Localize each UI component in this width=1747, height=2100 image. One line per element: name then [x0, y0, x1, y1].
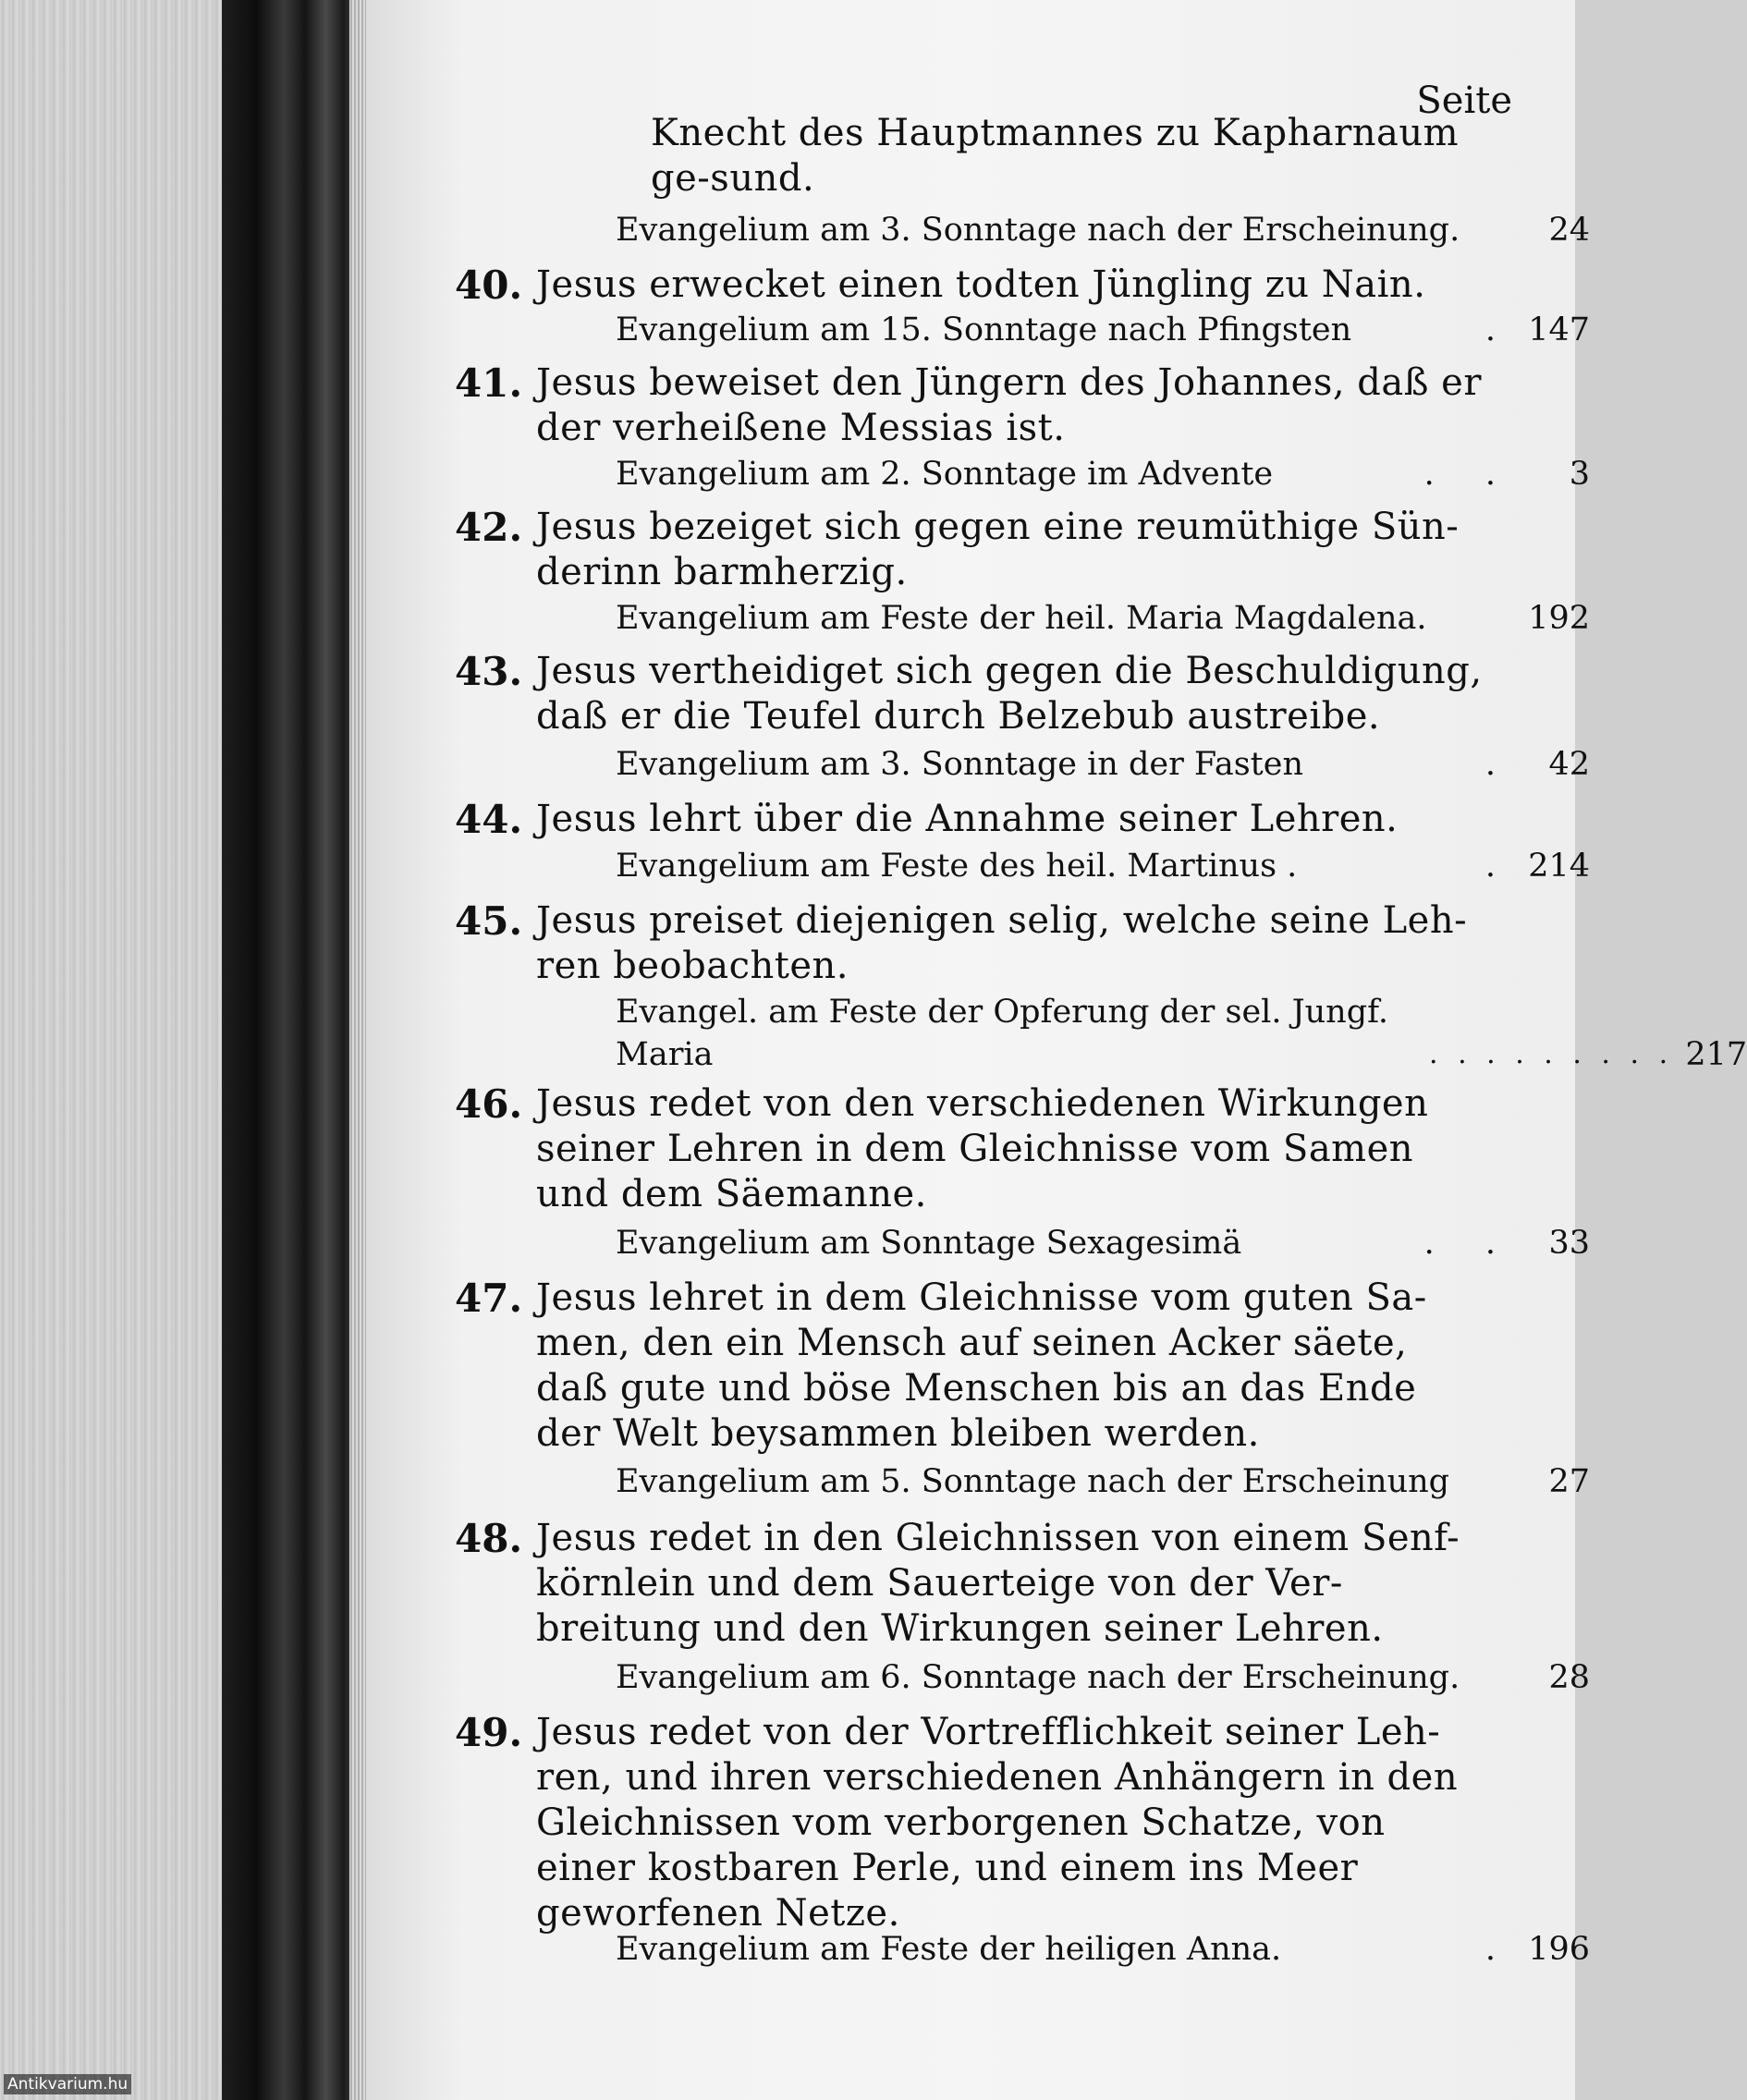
gospel-row	[616, 991, 1747, 1076]
page-number: 3	[1569, 456, 1590, 493]
gospel-text: Evangelium am Feste des heil. Martinus .	[616, 848, 1298, 885]
gospel-text: Evangelium am 3. Sonntage nach der Erscheinung.	[616, 212, 1460, 249]
gospel-text: Evangelium am Sonntage Sexagesimä	[616, 1225, 1242, 1262]
toc-entry	[455, 1276, 1488, 1457]
entry-number: 47.	[455, 1276, 523, 1321]
gospel-text: Evangelium am 6. Sonntage nach der Erscheinung.	[616, 1659, 1460, 1696]
leader-dots: . . . . . . . . .	[1429, 1038, 1674, 1070]
page-number: 27	[1548, 1463, 1590, 1500]
entry-number: 40.	[455, 262, 523, 308]
gospel-row	[616, 597, 1590, 640]
page-column-header: Seite	[1416, 79, 1512, 122]
page-number: 217	[1685, 1036, 1747, 1073]
gospel-text: Evangelium am 5. Sonntage nach der Erscheinung	[616, 1463, 1450, 1500]
entry-title: Jesus erwecket einen todten Jüngling zu Nain.	[536, 263, 1426, 306]
entry-number: 41.	[455, 360, 523, 406]
gospel-row	[616, 845, 1590, 887]
gospel-text: Evangelium am 3. Sonntage in der Fasten	[616, 746, 1303, 783]
page-number: 147	[1528, 311, 1590, 348]
entry-number: 44.	[455, 797, 523, 842]
entry-title: Knecht des Hauptmannes zu Kapharnaum ge-sund.	[651, 112, 1460, 200]
gospel-text: Evangelium am Feste der heil. Maria Magdalena.	[616, 600, 1427, 637]
entry-title: Jesus redet von der Vortrefflichkeit seiner Leh-ren, und ihren verschiedenen Anhängern in den Gleichnissen vom verborgenen Schatze, von einer kostbaren Perle, und einem ins Meer geworfenen Netze.	[536, 1711, 1459, 1935]
page-number: 214	[1528, 848, 1590, 885]
gospel-row	[616, 209, 1590, 251]
gospel-row	[616, 1656, 1590, 1699]
entry-number: 42.	[455, 505, 523, 550]
leader-dots: .	[1484, 1931, 1516, 1968]
gospel-text: Evangel. am Feste der Opferung der sel. Jungf. Maria	[616, 994, 1388, 1073]
gospel-row	[616, 1222, 1590, 1264]
toc-entry	[455, 1710, 1488, 1936]
leader-dots: . .	[1423, 456, 1516, 493]
page-number: 24	[1548, 212, 1590, 249]
page-number: 42	[1548, 746, 1590, 783]
toc-entry	[455, 1081, 1488, 1217]
toc-entry-continuation	[651, 111, 1483, 201]
gospel-row	[616, 1460, 1590, 1503]
leader-dots: .	[1484, 311, 1516, 348]
toc-entry	[455, 262, 1488, 308]
background-surface	[0, 0, 231, 2100]
gospel-row	[616, 1928, 1590, 1971]
entry-title: Jesus redet in den Gleichnissen von einem Senf-körnlein und dem Sauerteige von der Ver-breitung und den Wirkungen seiner Lehren.	[536, 1517, 1460, 1650]
entry-title: Jesus lehret in dem Gleichnisse vom guten Sa-men, den ein Mensch auf seinen Acker säete, daß gute und böse Menschen bis an das Ende der Welt beysammen bleiben werden.	[536, 1276, 1427, 1455]
page-number: 28	[1548, 1659, 1590, 1696]
book-spine	[222, 0, 360, 2100]
gospel-text: Evangelium am 15. Sonntage nach Pfingsten	[616, 311, 1352, 348]
toc-entry	[455, 797, 1488, 842]
gospel-row	[616, 453, 1590, 495]
toc-entry	[455, 1516, 1488, 1652]
gospel-row	[616, 743, 1590, 786]
toc-entry	[455, 649, 1488, 739]
entry-title: Jesus lehrt über die Annahme seiner Lehren.	[536, 798, 1399, 840]
toc-entry	[455, 360, 1488, 451]
entry-number: 46.	[455, 1081, 523, 1127]
watermark-text: Antikvarium.hu	[4, 2074, 131, 2094]
gospel-text: Evangelium am Feste der heiligen Anna.	[616, 1931, 1282, 1968]
entry-number: 49.	[455, 1710, 523, 1755]
entry-title: Jesus vertheidiget sich gegen die Beschuldigung, daß er die Teufel durch Belzebub austreibe.	[536, 650, 1483, 738]
page-number: 196	[1528, 1931, 1590, 1968]
toc-entry	[455, 898, 1488, 989]
page-number: 33	[1548, 1225, 1590, 1262]
entry-title: Jesus beweiset den Jüngern des Johannes, daß er der verheißene Messias ist.	[536, 361, 1482, 449]
leader-dots: . .	[1423, 1225, 1516, 1262]
entry-number: 48.	[455, 1516, 523, 1561]
leader-dots: .	[1484, 848, 1516, 885]
entry-title: Jesus bezeiget sich gegen eine reumüthige Sün-derinn barmherzig.	[536, 506, 1460, 593]
entry-title: Jesus preiset diejenigen selig, welche seine Leh-ren beobachten.	[536, 899, 1468, 987]
gospel-row	[616, 309, 1590, 351]
leader-dots: .	[1484, 746, 1516, 783]
page-number: 192	[1528, 600, 1590, 637]
entry-title: Jesus redet von den verschiedenen Wirkungen seiner Lehren in dem Gleichnisse vom Samen und dem Säemanne.	[536, 1082, 1429, 1215]
entry-number: 45.	[455, 898, 523, 944]
gospel-text: Evangelium am 2. Sonntage im Advente	[616, 456, 1274, 493]
toc-entry	[455, 505, 1488, 595]
entry-number: 43.	[455, 649, 523, 694]
